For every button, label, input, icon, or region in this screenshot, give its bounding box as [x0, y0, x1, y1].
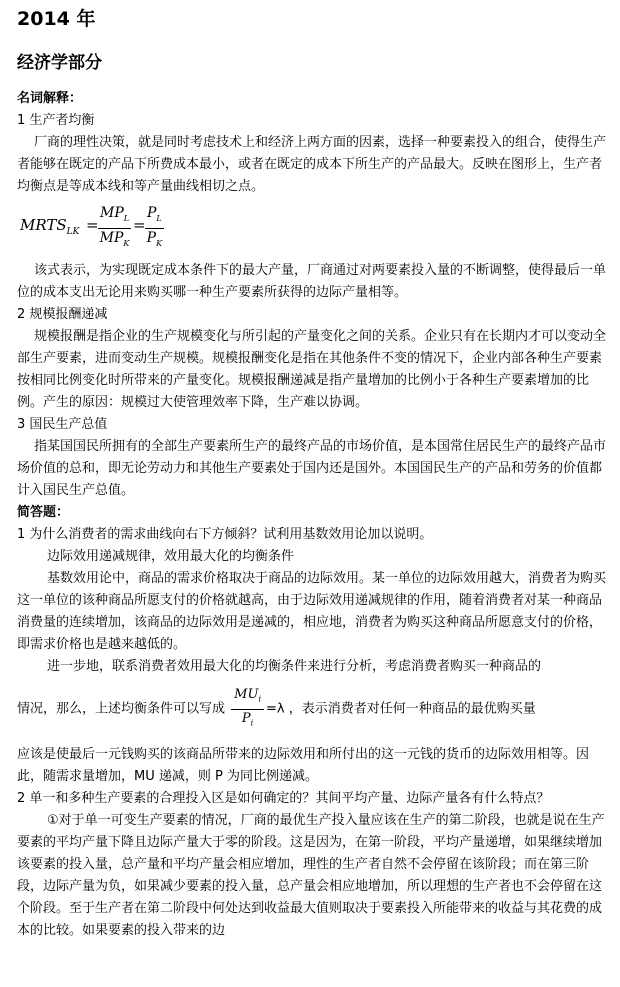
formula-eq1: =	[86, 216, 99, 234]
formula-fraction-mp: $MP_L$ $MP_K$	[99, 205, 130, 248]
term2-title: 2 规模报酬递减	[17, 307, 108, 322]
formula-fraction-p: $\frac{P_L}{P_K}$	[146, 205, 163, 248]
question1-mu-fraction: $\frac{MU_i}{P_i}$	[231, 686, 264, 732]
question1-paragraph-2b-post: ，表示消费者对任何一种商品的最优购买量	[288, 701, 536, 717]
term1-paragraph: 厂商的理性决策，就是同时考虑技术上和经济上两方面的因素，选择一种要素投入的组合，使得生产者能够在既定的产品下所费成本最小，或者在既定的成本下所生产的产品最大。反映在图形上，生产者均衡点是等成本线和等产量曲线相切之点。	[17, 135, 607, 194]
question1-paragraph-1: 基数效用论中，商品的需求价格取决于商品的边际效用。某一单位的边际效用越大，消费者为购买这一单位的该种商品所愿支付的价格就越高，由于边际效用递减规律的作用，随着消费者对某一种商品消费量的连续增加，该商品的边际效用是递减的，相应地，消费者为购买这种商品所愿意支付的价格，即需求价格也是越来越低的。	[17, 571, 607, 652]
term3-title: 3 国民生产总值	[17, 417, 108, 432]
question1-paragraph-3: 应该是使最后一元钱购买的该商品所带来的边际效用和所付出的这一元钱的货币的边际效用相等。因此，随需求量增加，MU 递减，则 P 为同比例递减。	[17, 747, 590, 784]
question1-equation-line	[17, 686, 611, 732]
terms-heading: 名词解释：	[17, 91, 83, 106]
formula-lhs: $MRTS_{LK}$	[20, 216, 80, 237]
terms-block-2	[17, 260, 611, 678]
question1-lambda: =λ	[266, 701, 285, 717]
question1-title: 1 为什么消费者的需求曲线向右下方倾斜？试利用基数效用论加以说明。	[17, 527, 433, 542]
short-answer-heading: 简答题：	[17, 505, 70, 520]
term1-title: 1 生产者均衡	[17, 113, 95, 128]
term1-paragraph-2: 该式表示，为实现既定成本条件下的最大产量，厂商通过对两要素投入量的不断调整，使得最后一单位的成本支出无论用来购买哪一种生产要素所获得的边际产量相等。	[17, 263, 607, 300]
question2-paragraph-1: ①对于单一可变生产要素的情况，厂商的最优生产投入量应该在生产的第二阶段，也就是说在生产要素的平均产量下降且边际产量大于零的阶段。这是因为，在第一阶段，平均产量递增，如果继续增加该要素的投入量，总产量和平均产量会相应增加，理性的生产者自然不会停留在该阶段；而在第三阶段，边际产量为负，如果减少要素的投入量，总产量会相应地增加，所以理想的生产者也不会停留在这个阶段。至于生产者在第二阶段中何处达到收益最大值则取决于要素投入所能带来的收益与其花费的成本的比较。如果要素的投入带来的边	[17, 813, 605, 938]
terms-block-1	[17, 88, 611, 198]
term2-paragraph: 规模报酬是指企业的生产规模变化与所引起的产量变化之间的关系。企业只有在长期内才可以变动全部生产要素，进而变动生产规模。规模报酬变化是指在其他条件不变的情况下，企业内部各种生产要素按相同比例变化时所带来的产量变化。规模报酬递减是指产量增加的比例小于各种生产要素增加的比例。产生的原因：规模过大使管理效率下降，生产难以协调。	[17, 329, 607, 410]
section-title: 经济学部分	[17, 53, 102, 73]
mrts-formula	[20, 200, 220, 250]
formula-eq2: =	[133, 216, 146, 234]
question-block-2	[17, 744, 611, 942]
question1-paragraph-2a: 进一步地，联系消费者效用最大化的均衡条件来进行分析，考虑消费者购买一种商品的	[47, 659, 542, 674]
term3-paragraph: 指某国国民所拥有的全部生产要素所生产的最终产品的市场价值，是本国常住居民生产的最终产品市场价值的总和，即无论劳动力和其他生产要素处于国内还是国外。本国国民生产的产品和劳务的价值都计入国民生产总值。	[17, 439, 607, 498]
year-title: 2014 年	[17, 8, 96, 30]
question2-title: 2 单一和多种生产要素的合理投入区是如何确定的？其间平均产量、边际产量各有什么特点？	[17, 791, 550, 806]
question1-subtitle: 边际效用递减规律，效用最大化的均衡条件	[47, 549, 295, 564]
question1-paragraph-2b-pre: 情况，那么，上述均衡条件可以写成	[17, 701, 226, 717]
